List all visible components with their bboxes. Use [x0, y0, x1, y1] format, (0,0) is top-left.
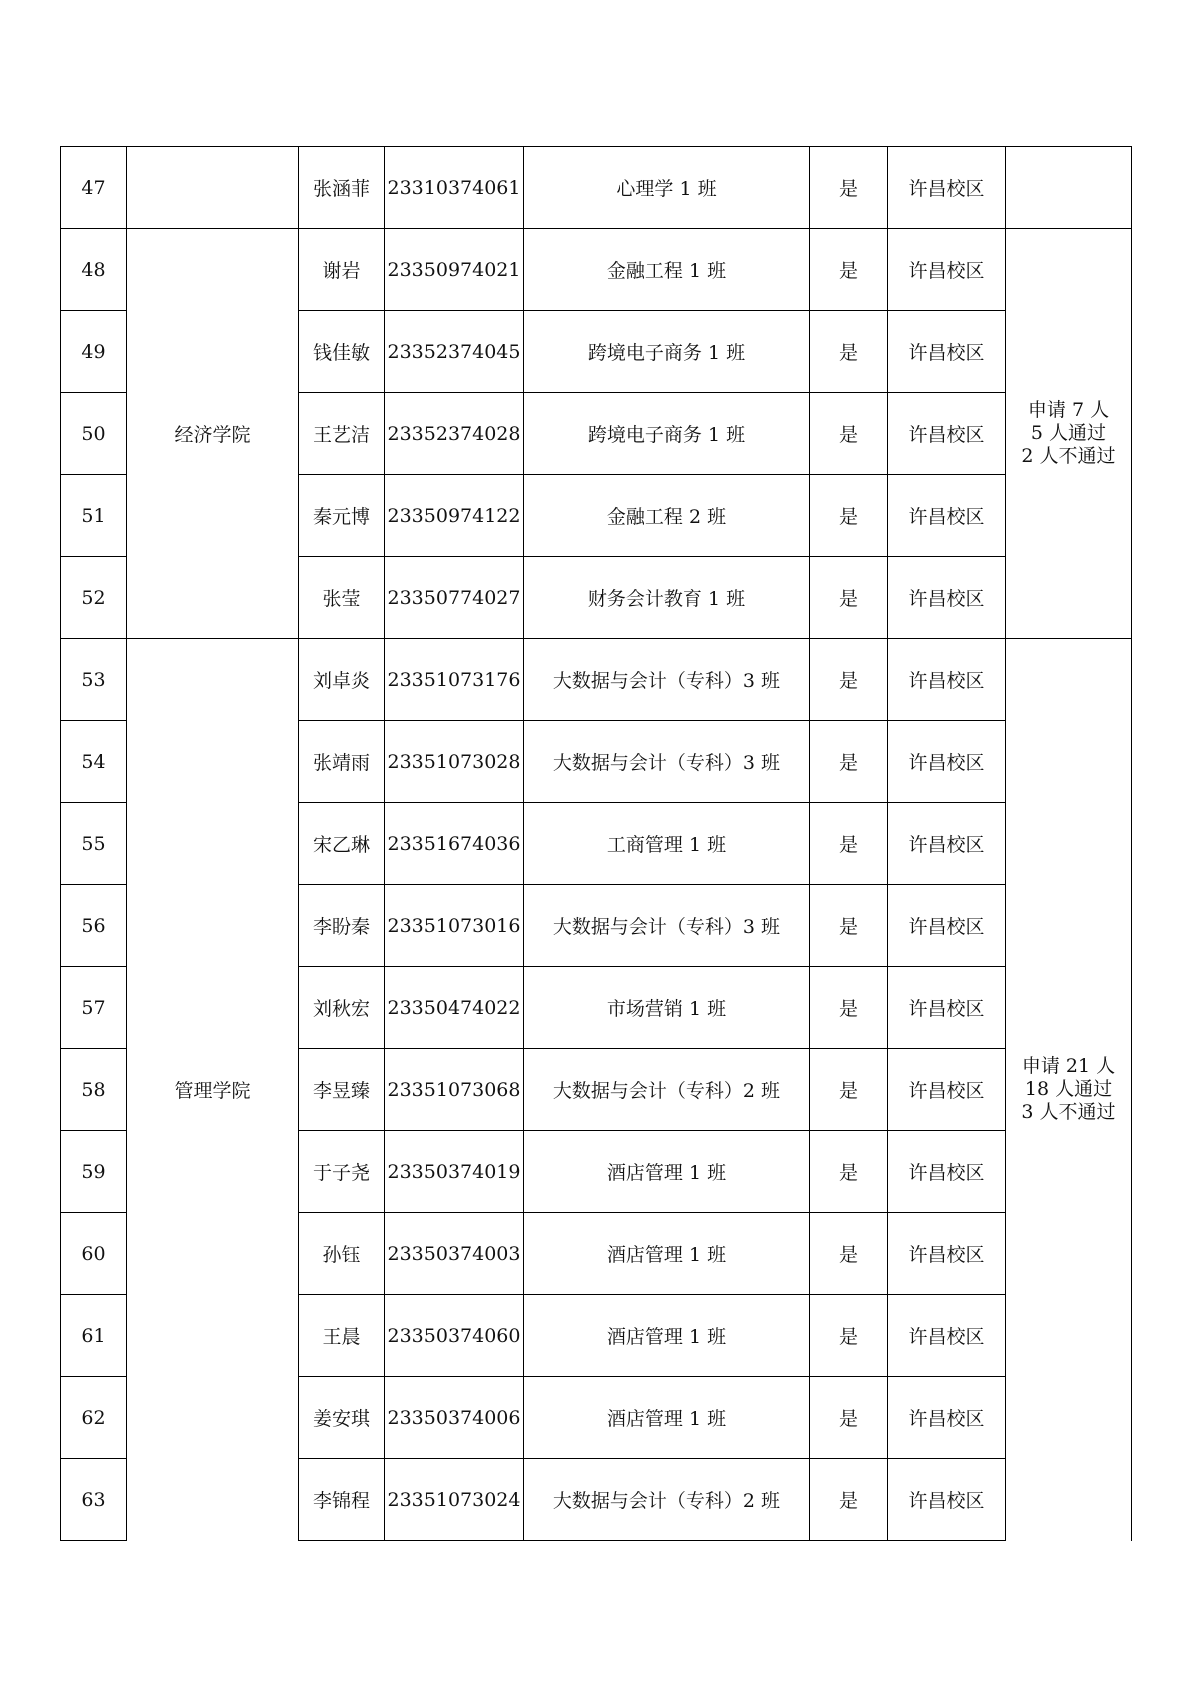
row-number-cell: 56: [61, 885, 127, 967]
campus-cell: 许昌校区: [888, 393, 1006, 475]
student-name-cell: 谢岩: [299, 229, 385, 311]
summary-note-line: 18 人通过: [1024, 1078, 1113, 1101]
student-id-cell: 23352374045: [385, 311, 524, 393]
student-name-cell: 于子尧: [299, 1131, 385, 1213]
class-cell: 酒店管理 1 班: [524, 1377, 810, 1459]
approval-flag-cell: 是: [810, 557, 888, 639]
summary-note-line: 申请 7 人: [1027, 399, 1110, 421]
class-cell: 跨境电子商务 1 班: [524, 311, 810, 393]
campus-cell: 许昌校区: [888, 1049, 1006, 1131]
approval-flag-cell: 是: [810, 721, 888, 803]
row-number-cell: 48: [61, 229, 127, 311]
student-name-cell: 秦元博: [299, 475, 385, 557]
class-cell: 金融工程 2 班: [524, 475, 810, 557]
approval-flag-cell: 是: [810, 885, 888, 967]
summary-note-line: 5 人通过: [1030, 422, 1107, 444]
row-number-cell: 58: [61, 1049, 127, 1131]
approval-flag-cell: 是: [810, 475, 888, 557]
student-name-cell: 姜安琪: [299, 1377, 385, 1459]
class-cell: 酒店管理 1 班: [524, 1295, 810, 1377]
approval-flag-cell: 是: [810, 639, 888, 721]
row-number-cell: 62: [61, 1377, 127, 1459]
approval-flag-cell: 是: [810, 311, 888, 393]
campus-cell: 许昌校区: [888, 475, 1006, 557]
campus-cell: 许昌校区: [888, 147, 1006, 229]
student-id-cell: 23310374061: [385, 147, 524, 229]
row-number-cell: 63: [61, 1459, 127, 1541]
campus-cell: 许昌校区: [888, 229, 1006, 311]
row-number-cell: 54: [61, 721, 127, 803]
student-name-cell: 宋乙琳: [299, 803, 385, 885]
student-name-cell: 张靖雨: [299, 721, 385, 803]
student-id-cell: 23350974021: [385, 229, 524, 311]
student-name-cell: 李昱臻: [299, 1049, 385, 1131]
student-name-cell: 刘卓炎: [299, 639, 385, 721]
student-name-cell: 李锦程: [299, 1459, 385, 1541]
row-number-cell: 47: [61, 147, 127, 229]
row-number-cell: 59: [61, 1131, 127, 1213]
approval-flag-cell: 是: [810, 393, 888, 475]
college-cell: 经济学院: [127, 229, 299, 639]
student-id-cell: 23351073028: [385, 721, 524, 803]
class-cell: 财务会计教育 1 班: [524, 557, 810, 639]
row-number-cell: 60: [61, 1213, 127, 1295]
student-id-cell: 23351073016: [385, 885, 524, 967]
student-name-cell: 钱佳敏: [299, 311, 385, 393]
student-list-table: [60, 146, 1132, 1541]
student-id-cell: 23350474022: [385, 967, 524, 1049]
summary-note-line: 3 人不通过: [1021, 1101, 1116, 1124]
student-id-cell: 23350974122: [385, 475, 524, 557]
class-cell: 大数据与会计（专科）3 班: [524, 885, 810, 967]
approval-flag-cell: 是: [810, 1459, 888, 1541]
campus-cell: 许昌校区: [888, 557, 1006, 639]
student-name-cell: 张莹: [299, 557, 385, 639]
summary-note-line: 2 人不通过: [1021, 445, 1116, 467]
campus-cell: 许昌校区: [888, 885, 1006, 967]
row-number-cell: 61: [61, 1295, 127, 1377]
campus-cell: 许昌校区: [888, 1131, 1006, 1213]
campus-cell: 许昌校区: [888, 639, 1006, 721]
approval-flag-cell: 是: [810, 1295, 888, 1377]
student-id-cell: 23350374003: [385, 1213, 524, 1295]
student-id-cell: 23350374006: [385, 1377, 524, 1459]
college-cell: 管理学院: [127, 639, 299, 1541]
class-cell: 金融工程 1 班: [524, 229, 810, 311]
class-cell: 酒店管理 1 班: [524, 1213, 810, 1295]
summary-note-cell: [1006, 639, 1132, 1541]
class-cell: 工商管理 1 班: [524, 803, 810, 885]
table-row: [61, 147, 1132, 229]
campus-cell: 许昌校区: [888, 1377, 1006, 1459]
campus-cell: 许昌校区: [888, 967, 1006, 1049]
approval-flag-cell: 是: [810, 803, 888, 885]
student-name-cell: 王艺洁: [299, 393, 385, 475]
class-cell: 心理学 1 班: [524, 147, 810, 229]
approval-flag-cell: 是: [810, 229, 888, 311]
student-id-cell: 23350774027: [385, 557, 524, 639]
student-name-cell: 张涵菲: [299, 147, 385, 229]
row-number-cell: 57: [61, 967, 127, 1049]
student-name-cell: 王晨: [299, 1295, 385, 1377]
class-cell: 大数据与会计（专科）3 班: [524, 639, 810, 721]
class-cell: 大数据与会计（专科）2 班: [524, 1459, 810, 1541]
student-id-cell: 23350374019: [385, 1131, 524, 1213]
summary-note-cell: [1006, 147, 1132, 229]
approval-flag-cell: 是: [810, 147, 888, 229]
campus-cell: 许昌校区: [888, 1459, 1006, 1541]
class-cell: 酒店管理 1 班: [524, 1131, 810, 1213]
approval-flag-cell: 是: [810, 1213, 888, 1295]
approval-flag-cell: 是: [810, 1377, 888, 1459]
class-cell: 大数据与会计（专科）2 班: [524, 1049, 810, 1131]
campus-cell: 许昌校区: [888, 1295, 1006, 1377]
approval-flag-cell: 是: [810, 1131, 888, 1213]
student-id-cell: 23351674036: [385, 803, 524, 885]
approval-flag-cell: 是: [810, 967, 888, 1049]
student-id-cell: 23351073068: [385, 1049, 524, 1131]
class-cell: 大数据与会计（专科）3 班: [524, 721, 810, 803]
student-id-cell: 23351073176: [385, 639, 524, 721]
student-id-cell: 23350374060: [385, 1295, 524, 1377]
row-number-cell: 51: [61, 475, 127, 557]
campus-cell: 许昌校区: [888, 1213, 1006, 1295]
student-name-cell: 孙钰: [299, 1213, 385, 1295]
row-number-cell: 55: [61, 803, 127, 885]
campus-cell: 许昌校区: [888, 311, 1006, 393]
row-number-cell: 52: [61, 557, 127, 639]
table-body: [61, 147, 1132, 1541]
summary-note-cell: [1006, 229, 1132, 639]
row-number-cell: 50: [61, 393, 127, 475]
student-name-cell: 刘秋宏: [299, 967, 385, 1049]
summary-note-line: 申请 21 人: [1021, 1055, 1116, 1078]
row-number-cell: 49: [61, 311, 127, 393]
class-cell: 市场营销 1 班: [524, 967, 810, 1049]
campus-cell: 许昌校区: [888, 803, 1006, 885]
table-row: [61, 229, 1132, 311]
student-id-cell: 23351073024: [385, 1459, 524, 1541]
student-id-cell: 23352374028: [385, 393, 524, 475]
student-name-cell: 李盼秦: [299, 885, 385, 967]
college-cell: [127, 147, 299, 229]
class-cell: 跨境电子商务 1 班: [524, 393, 810, 475]
table-row: [61, 639, 1132, 721]
approval-flag-cell: 是: [810, 1049, 888, 1131]
row-number-cell: 53: [61, 639, 127, 721]
campus-cell: 许昌校区: [888, 721, 1006, 803]
